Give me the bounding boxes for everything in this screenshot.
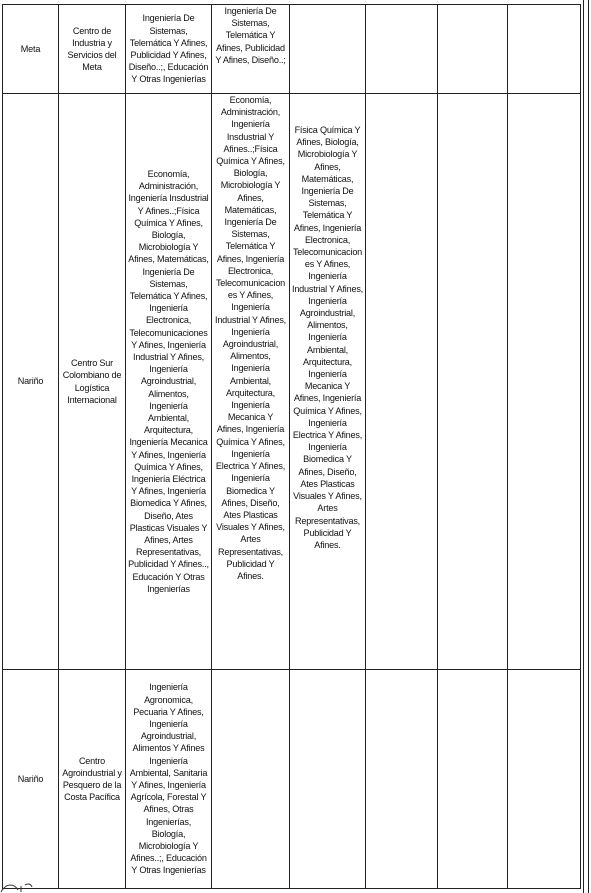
program-table — [2, 4, 581, 889]
program-cell — [212, 670, 290, 889]
program-cell — [508, 670, 581, 889]
program-cell: Física Química Y Afines, Biología, Microbiología Y Afines, Matemáticas, Ingeniería De Sistemas, Telemática Y Afines, Ingeniería Electronica, Telecomunicaciones Y Afines, Ingeniería Industrial Y Afines, Ingeniería Agroindustrial, Alimentos, Ingeniería Ambiental, Arquitectura, Ingeniería Mecanica Y Afines, Ingeniería Química Y Afines, Ingeniería Electrica Y Afines, Ingeniería Biomedica Y Afines, Diseño, Ates Plasticas Visuales Y Afines, Artes Representativas, Publicidad Y Afines. — [290, 94, 366, 670]
region-cell: Nariño — [3, 670, 59, 889]
center-cell: Centro de Industria y Servicios del Meta — [59, 5, 126, 94]
program-cell — [366, 94, 438, 670]
center-cell: Centro Agroindustrial y Pesquero de la Costa Pacífica — [59, 670, 126, 889]
program-cell — [290, 5, 366, 94]
program-cell: Ingeniería De Sistemas, Telemática Y Afines, Publicidad Y Afines, Diseño..;, Educación Y Otras Ingenierías — [126, 5, 212, 94]
program-cell — [438, 670, 508, 889]
program-cell — [290, 670, 366, 889]
handwritten-mark — [0, 881, 42, 893]
region-cell: Meta — [3, 5, 59, 94]
program-cell — [366, 670, 438, 889]
page-border-line — [583, 0, 584, 893]
page-border-line — [588, 0, 589, 893]
program-cell: Ingeniería De Sistemas, Telemática Y Afines, Publicidad Y Afines, Diseño..; — [212, 5, 290, 94]
program-cell: Economía, Administración, Ingeniería Insdustrial Y Afines..;Física Química Y Afines, Biología, Microbiología Y Afines, Matemáticas, Ingeniería De Sistemas, Telemática Y Afines, Ingeniería Electronica, Telecomunicaciones Y Afines, Ingeniería Industrial Y Afines, Ingeniería Agroindustrial, Alimentos, Ingeniería Ambiental, Arquitectura, Ingeniería Mecanica Y Afines, Ingeniería Química Y Afines, Ingeniería Electrica Y Afines, Ingeniería Biomedica Y Afines, Diseño, Ates Plasticas Visuales Y Afines, Artes Representativas, Publicidad Y Afines. — [212, 94, 290, 670]
program-cell — [508, 94, 581, 670]
program-cell — [508, 5, 581, 94]
table-row — [3, 5, 581, 94]
region-cell: Nariño — [3, 94, 59, 670]
program-cell — [438, 94, 508, 670]
program-cell: Economía, Administración, Ingeniería Insdustrial Y Afines..;Física Química Y Afines, Biología, Microbiología Y Afines, Matemáticas, Ingeniería De Sistemas, Telemática Y Afines, Ingeniería Electronica, Telecomunicaciones Y Afines, Ingeniería Industrial Y Afines, Ingeniería Agroindustrial, Alimentos, Ingeniería Ambiental, Arquitectura, Ingeniería Mecanica Y Afines, Ingeniería Química Y Afines, Ingeniería Eléctrica Y Afines, Ingeniería Biomedica Y Afines, Diseño, Ates Plasticas Visuales Y Afines, Artes Representativas, Publicidad Y Afines.., Educación Y Otras Ingenierías — [126, 94, 212, 670]
program-cell — [366, 5, 438, 94]
table-row — [3, 94, 581, 670]
program-cell — [438, 5, 508, 94]
center-cell: Centro Sur Colombiano de Logística Internacional — [59, 94, 126, 670]
program-cell: Ingeniería Agronomica, Pecuaria Y Afines, Ingeniería Agroindustrial, Alimentos Y Afines Ingeniería Ambiental, Sanitaria Y Afines, Ingeniería Agrícola, Forestal Y Afines, Otras Ingenierías, Biología, Microbiología Y Afines..;, Educación Y Otras Ingenierías — [126, 670, 212, 889]
table-row — [3, 670, 581, 889]
